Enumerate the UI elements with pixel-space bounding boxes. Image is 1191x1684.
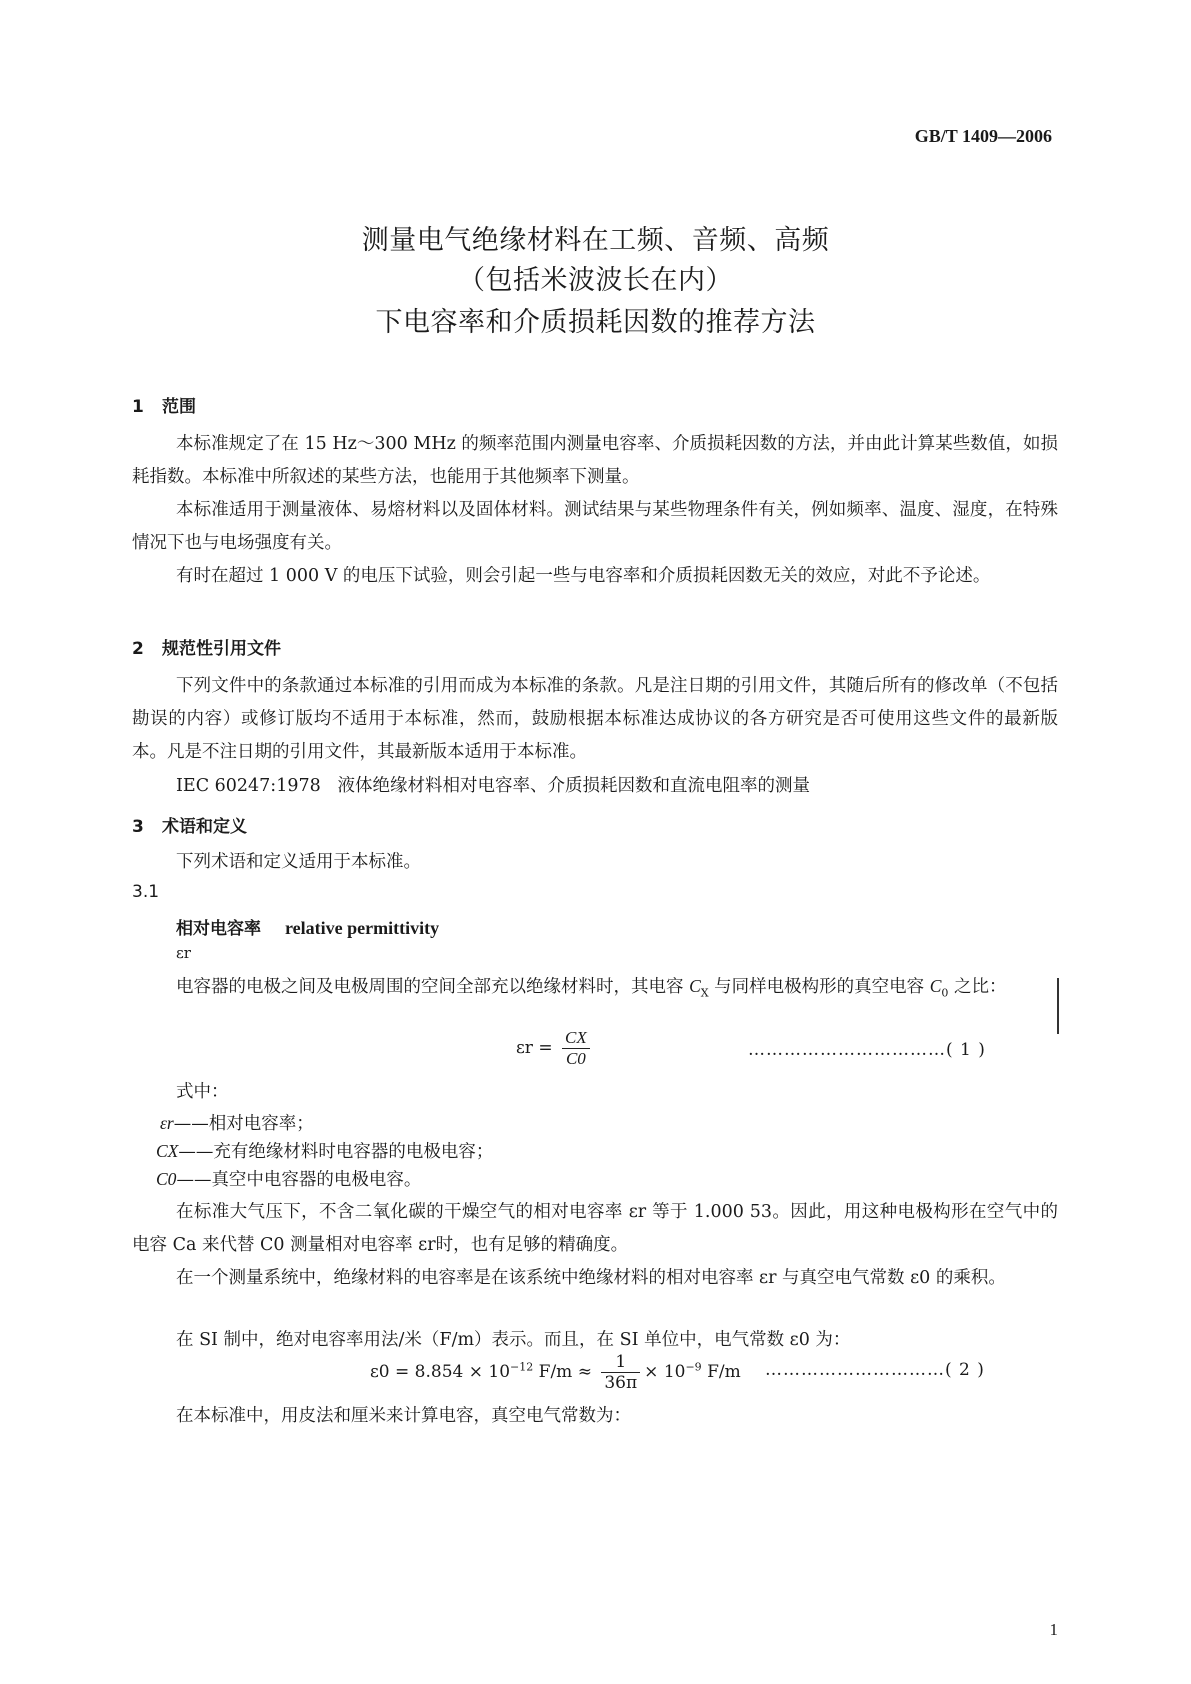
where-description: ——相对电容率；	[173, 1114, 314, 1134]
section-title: 规范性引用文件	[162, 639, 281, 659]
equation-1-fraction	[562, 1028, 590, 1069]
reference-code: IEC 60247:1978	[176, 776, 321, 796]
section-2-heading	[132, 634, 281, 659]
where-item-3	[156, 1166, 421, 1191]
symbol-c0: C	[929, 976, 942, 996]
section-title: 术语和定义	[162, 817, 247, 837]
section-number: 2	[132, 639, 144, 659]
equation-2-lhs: ε0 = 8.854 × 10	[370, 1362, 511, 1382]
where-item-1	[160, 1110, 314, 1135]
title-line-3: 下电容率和介质损耗因数的推荐方法	[375, 307, 816, 338]
section-1-paragraph-2: 本标准适用于测量液体、易熔材料以及固体材料。测试结果与某些物理条件有关，例如频率、温度、湿度，在特殊情况下也与电场强度有关。	[132, 500, 1058, 553]
equation-1-numerator: CX	[562, 1028, 590, 1049]
equation-1-lhs: εr =	[516, 1038, 553, 1058]
equation-2-denominator: 36π	[604, 1373, 638, 1393]
section-number: 1	[132, 397, 144, 417]
equation-2-mid: F/m ≈	[533, 1362, 592, 1382]
equation-2-exponent-1: −12	[510, 1360, 534, 1374]
where-symbol: εr	[160, 1113, 174, 1133]
equation-1-denominator: C0	[565, 1049, 586, 1068]
equation-2-exponent-2: −9	[685, 1360, 702, 1374]
term-symbol: εr	[176, 944, 191, 962]
section-title: 范围	[162, 397, 196, 417]
equation-1-number: ( 1 )	[946, 1040, 986, 1060]
section-1-paragraph-1: 本标准规定了在 15 Hz～300 MHz 的频率范围内测量电容率、介质损耗因数的方法，并由此计算某些数值，如损耗指数。本标准中所叙述的某些方法，也能用于其他频率下测量。	[132, 434, 1058, 487]
where-symbol: C0	[156, 1169, 177, 1189]
equation-2-numerator: 1	[601, 1352, 640, 1373]
section-3-intro: 下列术语和定义适用于本标准。	[176, 852, 421, 872]
where-description: ——充有绝缘材料时电容器的电极电容；	[178, 1142, 494, 1162]
title-line-2: （包括米波波长在内）	[458, 265, 733, 296]
equation-1-dots: ……………………………	[748, 1040, 946, 1060]
symbol-cx: C	[689, 976, 701, 996]
title-line-1: 测量电气绝缘材料在工频、音频、高频	[361, 225, 830, 256]
term-chinese: 相对电容率	[176, 919, 261, 939]
reference-title: 液体绝缘材料相对电容率、介质损耗因数和直流电阻率的测量	[337, 776, 810, 796]
definition-text-3: 之比：	[948, 977, 1007, 997]
section-number: 3	[132, 817, 144, 837]
definition-text-2: 与同样电极构形的真空电容	[708, 977, 930, 997]
symbol-cx-sub: X	[700, 986, 709, 1000]
where-description: ——真空中电容器的电极电容。	[176, 1170, 422, 1190]
equation-2-unit: F/m	[701, 1362, 741, 1382]
normative-reference	[176, 772, 810, 797]
term-entry	[176, 914, 439, 939]
section-1-heading	[132, 392, 196, 417]
equation-2-dots: …………………………	[765, 1360, 945, 1380]
equation-2-number: ( 2 )	[945, 1360, 985, 1380]
symbol-c0-sub: 0	[941, 986, 949, 1000]
equation-1	[516, 1028, 594, 1069]
section-1-paragraph-3: 有时在超过 1 000 V 的电压下试验，则会引起一些与电容率和介质损耗因数无关的效应，对此不予论述。	[176, 566, 991, 586]
equation-2-fraction	[601, 1352, 640, 1393]
paragraph-absolute-permittivity: 在一个测量系统中，绝缘材料的电容率是在该系统中绝缘材料的相对电容率 εr 与真空电气常数 ε0 的乘积。	[176, 1268, 1006, 1288]
equation-2-rhs: × 10	[644, 1362, 686, 1382]
section-3-heading	[132, 812, 247, 837]
page-number: 1	[1049, 1620, 1058, 1639]
paragraph-si-units: 在 SI 制中，绝对电容率用法/米（F/m）表示。而且，在 SI 单位中，电气常数 ε0 为：	[176, 1330, 851, 1350]
section-2-paragraph-1: 下列文件中的条款通过本标准的引用而成为本标准的条款。凡是注日期的引用文件，其随后所有的修改单（不包括勘误的内容）或修订版均不适用于本标准，然而，鼓励根据本标准达成协议的各方研究是否可使用这些文件的最新版本。凡是不注日期的引用文件，其最新版本适用于本标准。	[132, 676, 1058, 762]
where-symbol: CX	[156, 1141, 179, 1161]
subclause-number: 3.1	[132, 882, 160, 902]
where-item-2	[156, 1138, 493, 1163]
term-definition	[132, 970, 1058, 1010]
equation-2	[370, 1352, 741, 1393]
equation-2-leader	[765, 1360, 985, 1380]
definition-text-1: 电容器的电极之间及电极周围的空间全部充以绝缘材料时，其电容	[176, 977, 690, 997]
standard-number: GB/T 1409—2006	[914, 126, 1052, 146]
equation-1-leader	[748, 1040, 986, 1060]
where-label: 式中：	[176, 1082, 229, 1102]
paragraph-vacuum-constant: 在本标准中，用皮法和厘米来计算电容，真空电气常数为：	[176, 1406, 631, 1426]
term-english: relative permittivity	[285, 918, 440, 938]
paragraph-air-permittivity: 在标准大气压下，不含二氧化碳的干燥空气的相对电容率 εr 等于 1.000 53。因此，用这种电极构形在空气中的电容 Ca 来代替 C0 测量相对电容率 εr时，也有足够的精确度。	[132, 1202, 1058, 1255]
